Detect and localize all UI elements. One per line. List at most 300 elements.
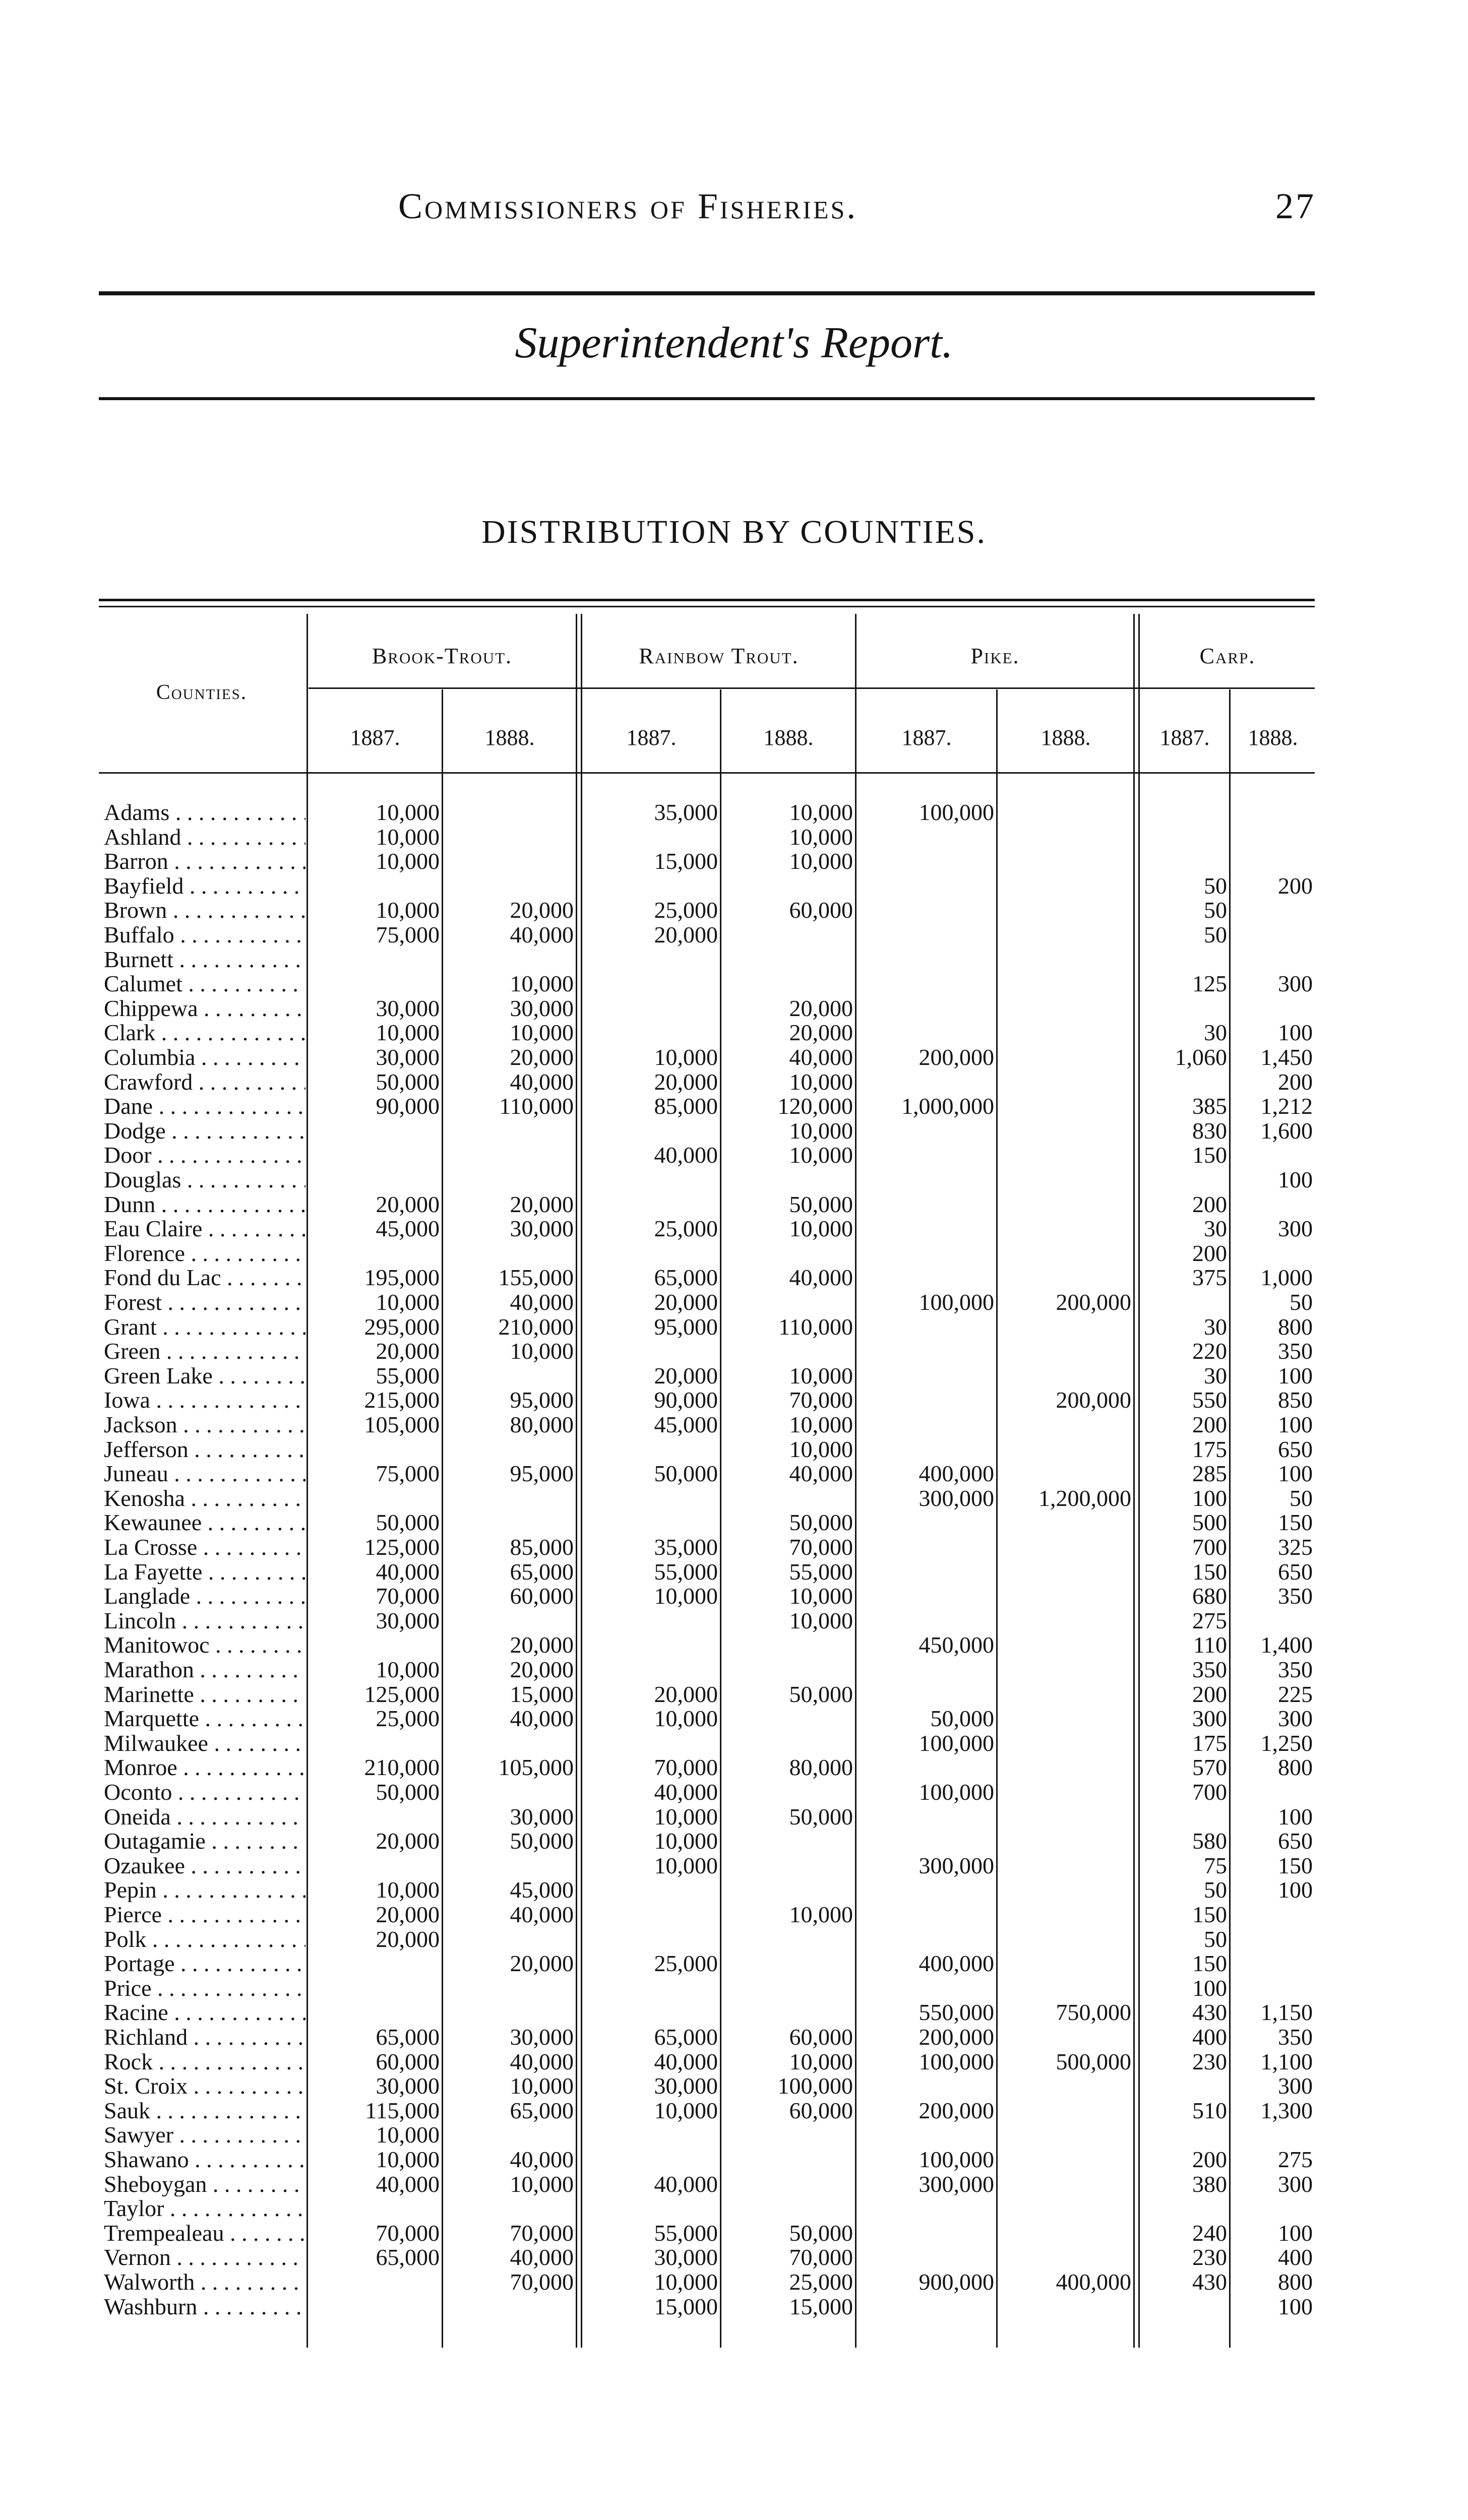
county-name: Pierce . . .	[104, 1903, 305, 1927]
table-cell: 275	[1278, 2147, 1313, 2172]
county-name: Shawano . . .	[104, 2148, 305, 2172]
county-name: Walworth . . .	[104, 2270, 305, 2294]
table-cell: 385	[1192, 1093, 1227, 1119]
table-cell: 430	[1192, 2269, 1227, 2295]
county-name: Kewaunee . . .	[104, 1510, 305, 1535]
table-cell: 195,000	[364, 1265, 440, 1291]
county-name: Green . . .	[104, 1339, 305, 1363]
table-cell: 375	[1192, 1265, 1227, 1291]
table-cell: 40,000	[789, 1461, 853, 1487]
table-cell: 30,000	[510, 1216, 574, 1242]
county-name: Douglas . . .	[104, 1168, 305, 1192]
table-cell: 300	[1278, 1216, 1313, 1242]
table-cell: 150	[1192, 1950, 1227, 1977]
table-cell: 350	[1278, 2024, 1313, 2050]
group-header-rainbow-trout: Rainbow Trout.	[639, 644, 799, 668]
table-cell: 200,000	[1056, 1289, 1131, 1315]
table-cell: 650	[1278, 1436, 1313, 1462]
table-cell: 35,000	[654, 799, 718, 825]
table-cell: 110,000	[499, 1093, 574, 1119]
table-cell: 20,000	[510, 1632, 574, 1658]
table-cell: 70,000	[654, 1754, 718, 1781]
table-cell: 100,000	[919, 1289, 994, 1315]
table-cell: 10,000	[789, 2048, 853, 2074]
table-cell: 10,000	[789, 1117, 853, 1144]
table-cell: 30	[1204, 1020, 1227, 1046]
table-cell: 200	[1192, 2147, 1227, 2172]
table-cell: 60,000	[789, 2097, 853, 2123]
table-cell: 10,000	[789, 848, 853, 874]
county-name: Sheboygan . . .	[104, 2172, 305, 2196]
table-cell: 40,000	[376, 2171, 440, 2197]
county-name: Outagamie . . .	[104, 1829, 305, 1853]
table-row	[99, 1976, 1315, 2000]
table-cell: 300	[1278, 971, 1313, 997]
table-cell: 100	[1278, 1412, 1313, 1437]
table-cell: 65,000	[376, 2244, 440, 2271]
table-row	[99, 1168, 1315, 1192]
county-name: Taylor . . .	[104, 2196, 305, 2221]
county-name: Iowa . . .	[104, 1388, 305, 1412]
county-name: Grant . . .	[104, 1315, 305, 1339]
county-name: Monroe . . .	[104, 1755, 305, 1780]
table-cell: 175	[1192, 1730, 1227, 1756]
table-cell: 230	[1192, 2244, 1227, 2271]
table-cell: 30,000	[510, 2024, 574, 2050]
table-cell: 25,000	[654, 1950, 718, 1977]
county-name: Barron . . .	[104, 849, 305, 873]
table-row	[99, 1927, 1315, 1951]
table-row	[99, 825, 1315, 849]
table-cell: 20,000	[510, 1044, 574, 1070]
table-cell: 350	[1278, 1657, 1313, 1682]
table-cell: 210,000	[364, 1754, 440, 1781]
table-cell: 300	[1192, 1706, 1227, 1732]
table-row	[99, 2172, 1315, 2196]
table-cell: 70,000	[789, 1387, 853, 1413]
table-cell: 40,000	[376, 1558, 440, 1585]
table-cell: 80,000	[510, 1412, 574, 1437]
table-cell: 300,000	[919, 1485, 994, 1511]
table-cell: 100	[1192, 1485, 1227, 1511]
page-number: 27	[1275, 186, 1316, 226]
table-cell: 285	[1192, 1461, 1227, 1487]
table-cell: 15,000	[654, 2293, 718, 2319]
table-cell: 75	[1204, 1852, 1227, 1878]
table-cell: 200	[1192, 1681, 1227, 1707]
table-cell: 200,000	[1056, 1387, 1131, 1413]
table-cell: 10,000	[376, 897, 440, 923]
table-cell: 20,000	[510, 1950, 574, 1977]
county-name: Trempealeau . . .	[104, 2221, 305, 2245]
county-name: Sawyer . . .	[104, 2123, 305, 2147]
county-name: Brown . . .	[104, 898, 305, 922]
header-bottom-rule	[99, 772, 1315, 774]
county-name: Ashland . . .	[104, 825, 305, 849]
table-row	[99, 1462, 1315, 1486]
table-cell: 40,000	[510, 1706, 574, 1732]
table-cell: 25,000	[654, 897, 718, 923]
county-name: Bayfield . . .	[104, 874, 305, 898]
table-cell: 25,000	[789, 2269, 853, 2295]
table-cell: 20,000	[654, 1362, 718, 1389]
table-cell: 40,000	[654, 1779, 718, 1805]
table-cell: 45,000	[510, 1877, 574, 1903]
table-cell: 150	[1192, 1142, 1227, 1168]
table-cell: 10,000	[376, 848, 440, 874]
table-cell: 200	[1278, 1068, 1313, 1095]
table-cell: 10,000	[789, 1362, 853, 1389]
table-cell: 50,000	[376, 1779, 440, 1805]
table-cell: 10,000	[654, 1706, 718, 1732]
table-cell: 50	[1290, 1289, 1313, 1315]
table-cell: 230	[1192, 2048, 1227, 2074]
table-row	[99, 874, 1315, 898]
table-cell: 10,000	[654, 2269, 718, 2295]
table-cell: 10,000	[376, 799, 440, 825]
county-name: Richland . . .	[104, 2025, 305, 2049]
table-cell: 20,000	[376, 1902, 440, 1927]
table-cell: 10,000	[789, 1583, 853, 1609]
county-name: Marquette . . .	[104, 1707, 305, 1731]
county-name: Marinette . . .	[104, 1682, 305, 1707]
table-row	[99, 1290, 1315, 1314]
table-row	[99, 1584, 1315, 1608]
table-cell: 50,000	[789, 1191, 853, 1217]
table-row	[99, 1437, 1315, 1462]
table-row	[99, 1951, 1315, 1976]
table-cell: 100,000	[919, 2147, 994, 2172]
year-header: 1888.	[484, 725, 535, 750]
table-cell: 85,000	[654, 1093, 718, 1119]
county-name: Kenosha . . .	[104, 1486, 305, 1510]
table-row	[99, 1707, 1315, 1731]
table-cell: 50,000	[376, 1509, 440, 1536]
year-header: 1888.	[1248, 725, 1298, 750]
table-row	[99, 2123, 1315, 2147]
table-cell: 45,000	[654, 1412, 718, 1437]
county-name: Jackson . . .	[104, 1413, 305, 1437]
table-cell: 40,000	[789, 1044, 853, 1070]
table-cell: 200	[1278, 872, 1313, 899]
group-header-pike: Pike.	[970, 644, 1020, 668]
table-cell: 210,000	[498, 1313, 574, 1340]
table-cell: 55,000	[654, 2220, 718, 2246]
table-cell: 1,000	[1260, 1265, 1313, 1291]
table-cell: 175	[1192, 1436, 1227, 1462]
table-cell: 10,000	[789, 799, 853, 825]
table-cell: 20,000	[654, 1068, 718, 1095]
table-cell: 105,000	[498, 1754, 574, 1781]
table-cell: 15,000	[510, 1681, 574, 1707]
table-cell: 70,000	[789, 1534, 853, 1560]
table-cell: 300	[1278, 2171, 1313, 2197]
table-cell: 55,000	[789, 1558, 853, 1585]
table-cell: 30,000	[376, 1607, 440, 1633]
county-name: Fond du Lac . . .	[104, 1266, 305, 1290]
table-cell: 100	[1192, 1975, 1227, 2001]
table-cell: 95,000	[510, 1387, 574, 1413]
table-cell: 30,000	[376, 1044, 440, 1070]
table-cell: 10,000	[654, 1044, 718, 1070]
county-name: Dodge . . .	[104, 1119, 305, 1143]
table-cell: 150	[1192, 1902, 1227, 1927]
table-cell: 550,000	[919, 1999, 994, 2026]
table-cell: 115,000	[365, 2097, 440, 2123]
table-cell: 400	[1192, 2024, 1227, 2050]
table-cell: 50,000	[789, 1509, 853, 1536]
table-cell: 900,000	[919, 2269, 994, 2295]
table-cell: 850	[1278, 1387, 1313, 1413]
table-cell: 150	[1278, 1509, 1313, 1536]
table-row	[99, 1192, 1315, 1217]
year-header: 1887.	[350, 725, 400, 750]
table-row	[99, 996, 1315, 1021]
table-cell: 10,000	[789, 1436, 853, 1462]
table-cell: 30	[1204, 1362, 1227, 1389]
table-cell: 100,000	[919, 1779, 994, 1805]
table-cell: 800	[1278, 1754, 1313, 1781]
table-cell: 100	[1278, 1020, 1313, 1046]
table-cell: 30,000	[510, 1803, 574, 1830]
table-cell: 700	[1192, 1779, 1227, 1805]
table-cell: 1,150	[1260, 1999, 1313, 2026]
county-name: La Fayette . . .	[104, 1560, 305, 1584]
table-cell: 40,000	[654, 2048, 718, 2074]
county-name: Polk . . .	[104, 1927, 305, 1951]
table-cell: 50,000	[510, 1828, 574, 1854]
table-cell: 10,000	[376, 2147, 440, 2172]
table-cell: 10,000	[654, 1583, 718, 1609]
table-cell: 100,000	[777, 2073, 853, 2099]
table-cell: 10,000	[789, 1412, 853, 1437]
table-cell: 105,000	[364, 1412, 440, 1437]
table-top-rule	[99, 599, 1315, 601]
table-cell: 295,000	[364, 1313, 440, 1340]
county-name: Lincoln . . .	[104, 1609, 305, 1633]
county-name: Green Lake . . .	[104, 1364, 305, 1388]
table-row	[99, 1805, 1315, 1829]
table-row	[99, 800, 1315, 825]
table-cell: 350	[1278, 1338, 1313, 1364]
table-row	[99, 1413, 1315, 1437]
table-cell: 830	[1192, 1117, 1227, 1144]
table-cell: 30,000	[654, 2244, 718, 2271]
table-cell: 20,000	[376, 1338, 440, 1364]
table-top-rule-thin	[99, 606, 1315, 607]
table-cell: 50,000	[789, 1681, 853, 1707]
county-name: Manitowoc . . .	[104, 1633, 305, 1657]
table-cell: 65,000	[376, 2024, 440, 2050]
table-cell: 35,000	[654, 1534, 718, 1560]
table-row	[99, 1315, 1315, 1339]
table-cell: 380	[1192, 2171, 1227, 2197]
table-row	[99, 1119, 1315, 1143]
county-name: Langlade . . .	[104, 1584, 305, 1608]
table-row	[99, 1388, 1315, 1412]
table-cell: 10,000	[510, 2171, 574, 2197]
table-cell: 10,000	[654, 1828, 718, 1854]
table-cell: 110	[1193, 1632, 1227, 1658]
table-cell: 750,000	[1056, 1999, 1131, 2026]
table-cell: 95,000	[654, 1313, 718, 1340]
table-row	[99, 2025, 1315, 2049]
table-cell: 90,000	[376, 1093, 440, 1119]
table-cell: 1,450	[1260, 1044, 1313, 1070]
table-cell: 20,000	[376, 1191, 440, 1217]
table-cell: 325	[1278, 1534, 1313, 1560]
table-cell: 50	[1204, 897, 1227, 923]
table-cell: 450,000	[919, 1632, 994, 1658]
table-cell: 40,000	[510, 922, 574, 948]
table-cell: 25,000	[376, 1706, 440, 1732]
table-cell: 70,000	[376, 1583, 440, 1609]
table-cell: 95,000	[510, 1461, 574, 1487]
table-cell: 50,000	[930, 1706, 994, 1732]
table-cell: 15,000	[789, 2293, 853, 2319]
table-cell: 350	[1192, 1657, 1227, 1682]
table-cell: 60,000	[789, 2024, 853, 2050]
county-name: Crawford . . .	[104, 1070, 305, 1094]
county-name: Dane . . .	[104, 1094, 305, 1118]
table-cell: 1,250	[1260, 1730, 1313, 1756]
county-name: Marathon . . .	[104, 1658, 305, 1682]
table-row	[99, 849, 1315, 873]
table-cell: 40,000	[510, 1289, 574, 1315]
table-cell: 40,000	[510, 2147, 574, 2172]
table-cell: 10,000	[654, 1852, 718, 1878]
table-row	[99, 2196, 1315, 2221]
county-name: Juneau . . .	[104, 1462, 305, 1486]
table-cell: 20,000	[654, 1289, 718, 1315]
table-cell: 20,000	[510, 1657, 574, 1682]
table-cell: 680	[1192, 1583, 1227, 1609]
county-name: Eau Claire . . .	[104, 1217, 305, 1241]
table-row	[99, 972, 1315, 996]
table-cell: 10,000	[376, 1020, 440, 1046]
table-cell: 40,000	[654, 1142, 718, 1168]
table-cell: 650	[1278, 1558, 1313, 1585]
table-cell: 400,000	[919, 1950, 994, 1977]
group-underline	[309, 687, 1315, 689]
table-cell: 10,000	[654, 1803, 718, 1830]
table-cell: 155,000	[498, 1265, 574, 1291]
county-name: Florence . . .	[104, 1241, 305, 1266]
table-cell: 65,000	[654, 1265, 718, 1291]
table-cell: 200	[1192, 1240, 1227, 1266]
table-cell: 150	[1278, 1852, 1313, 1878]
table-row	[99, 1780, 1315, 1804]
table-cell: 10,000	[789, 1902, 853, 1927]
table-row	[99, 1755, 1315, 1780]
county-name: Dunn . . .	[104, 1192, 305, 1217]
county-name: Adams . . .	[104, 800, 305, 825]
county-name: Chippewa . . .	[104, 996, 305, 1021]
table-row	[99, 1682, 1315, 1707]
table-cell: 1,100	[1260, 2048, 1313, 2074]
table-cell: 20,000	[654, 922, 718, 948]
county-name: Portage . . .	[104, 1951, 305, 1976]
table-cell: 90,000	[654, 1387, 718, 1413]
table-cell: 225	[1278, 1681, 1313, 1707]
table-cell: 20,000	[376, 1828, 440, 1854]
table-cell: 75,000	[376, 922, 440, 948]
table-row	[99, 2074, 1315, 2098]
county-name: Pepin . . .	[104, 1878, 305, 1902]
header-rule	[99, 291, 1315, 295]
table-cell: 10,000	[510, 1338, 574, 1364]
running-title: Commissioners of Fisheries.	[398, 186, 858, 226]
table-cell: 1,212	[1260, 1093, 1313, 1119]
table-cell: 800	[1278, 1313, 1313, 1340]
year-header: 1887.	[626, 725, 677, 750]
table-row	[99, 948, 1315, 972]
table-cell: 1,400	[1260, 1632, 1313, 1658]
table-cell: 65,000	[510, 1558, 574, 1585]
table-cell: 100	[1278, 1877, 1313, 1903]
county-name: Oconto . . .	[104, 1780, 305, 1804]
table-cell: 10,000	[789, 1607, 853, 1633]
table-cell: 10,000	[376, 1877, 440, 1903]
table-cell: 70,000	[510, 2269, 574, 2295]
table-cell: 100,000	[919, 2048, 994, 2074]
table-cell: 30	[1204, 1313, 1227, 1340]
table-cell: 500,000	[1056, 2048, 1131, 2074]
table-cell: 430	[1192, 1999, 1227, 2026]
table-cell: 40,000	[510, 1068, 574, 1095]
county-name: La Crosse . . .	[104, 1535, 305, 1559]
county-name: St. Croix . . .	[104, 2074, 305, 2098]
table-cell: 10,000	[789, 1142, 853, 1168]
table-cell: 40,000	[510, 2048, 574, 2074]
table-cell: 570	[1192, 1754, 1227, 1781]
county-name: Price . . .	[104, 1976, 305, 2000]
table-row	[99, 2000, 1315, 2025]
table-cell: 10,000	[789, 1216, 853, 1242]
table-cell: 200,000	[919, 2024, 994, 2050]
table-cell: 65,000	[510, 2097, 574, 2123]
table-cell: 10,000	[510, 2073, 574, 2099]
table-cell: 125,000	[364, 1681, 440, 1707]
table-row	[99, 1217, 1315, 1241]
table-row	[99, 1045, 1315, 1069]
table-cell: 300	[1278, 2073, 1313, 2099]
table-cell: 50	[1290, 1485, 1313, 1511]
county-name: Clark . . .	[104, 1021, 305, 1045]
table-cell: 30	[1204, 1216, 1227, 1242]
table-cell: 300,000	[919, 2171, 994, 2197]
table-cell: 75,000	[376, 1461, 440, 1487]
table-cell: 30,000	[376, 2073, 440, 2099]
county-name: Forest . . .	[104, 1290, 305, 1314]
section-subtitle: Superintendent's Report.	[515, 319, 953, 367]
table-row	[99, 1143, 1315, 1167]
year-header: 1887.	[1159, 725, 1210, 750]
county-name: Sauk . . .	[104, 2099, 305, 2123]
table-cell: 1,060	[1175, 1044, 1227, 1070]
table-row	[99, 2050, 1315, 2074]
table-row	[99, 2245, 1315, 2270]
table-cell: 650	[1278, 1828, 1313, 1854]
table-cell: 20,000	[789, 995, 853, 1021]
table-cell: 60,000	[510, 1583, 574, 1609]
table-cell: 20,000	[654, 1681, 718, 1707]
table-cell: 20,000	[789, 1020, 853, 1046]
table-cell: 240	[1192, 2220, 1227, 2246]
county-name: Ozaukee . . .	[104, 1854, 305, 1878]
table-cell: 55,000	[654, 1558, 718, 1585]
table-row	[99, 1510, 1315, 1535]
